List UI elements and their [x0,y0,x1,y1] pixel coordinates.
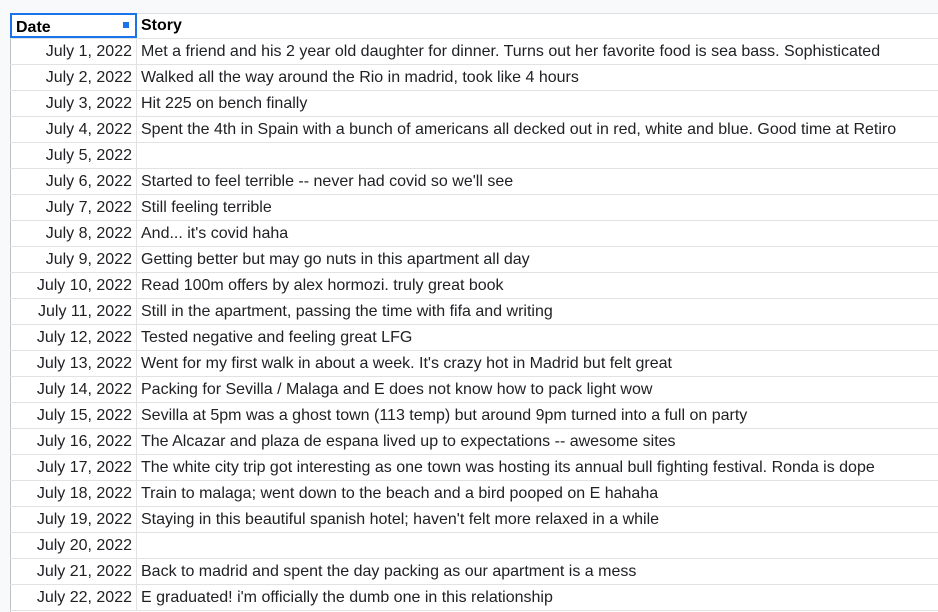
date-cell[interactable]: July 6, 2022 [10,169,137,194]
story-cell[interactable]: Started to feel terrible -- never had covid so we'll see [141,173,514,190]
date-cell[interactable]: July 7, 2022 [10,195,137,220]
date-cell[interactable]: July 22, 2022 [10,585,137,610]
story-cell[interactable]: Getting better but may go nuts in this apartment all day [141,251,530,268]
table-row [10,481,938,507]
story-cell[interactable]: Train to malaga; went down to the beach and a bird pooped on E hahaha [141,485,659,502]
story-cell[interactable] [137,533,938,558]
table-row [10,299,938,325]
story-cell[interactable]: Staying in this beautiful spanish hotel; haven't felt more relaxed in a while [141,511,660,528]
table-row [10,221,938,247]
table-row [10,403,938,429]
story-cell[interactable]: Walked all the way around the Rio in madrid, took like 4 hours [141,69,579,86]
story-cell[interactable]: Hit 225 on bench finally [141,95,308,112]
date-cell[interactable]: July 9, 2022 [10,247,137,272]
story-cell[interactable]: Sevilla at 5pm was a ghost town (113 temp) but around 9pm turned into a full on party [141,407,748,424]
story-cell[interactable]: The Alcazar and plaza de espana lived up to expectations -- awesome sites [141,433,676,450]
table-row [10,585,938,611]
story-cell[interactable]: Still feeling terrible [141,199,272,216]
date-cell[interactable]: July 16, 2022 [10,429,137,454]
table-row [10,507,938,533]
date-cell[interactable]: July 15, 2022 [10,403,137,428]
story-cell[interactable] [137,143,938,168]
date-cell[interactable]: July 13, 2022 [10,351,137,376]
date-cell[interactable]: July 19, 2022 [10,507,137,532]
spreadsheet-grid [10,13,938,611]
column-header-strip [0,0,938,14]
header-cell-story[interactable]: Story [141,17,182,34]
table-row [10,429,938,455]
header-cell-date[interactable]: Date [10,13,137,38]
table-row [10,117,938,143]
date-cell[interactable]: July 21, 2022 [10,559,137,584]
date-cell[interactable]: July 14, 2022 [10,377,137,402]
header-row [10,13,938,39]
date-cell[interactable]: July 12, 2022 [10,325,137,350]
table-row [10,533,938,559]
table-row [10,559,938,585]
date-cell[interactable]: July 17, 2022 [10,455,137,480]
table-row [10,377,938,403]
story-cell[interactable]: Went for my first walk in about a week. It's crazy hot in Madrid but felt great [141,355,672,372]
story-cell[interactable]: Tested negative and feeling great LFG [141,329,413,346]
table-row [10,247,938,273]
story-cell[interactable]: Met a friend and his 2 year old daughter for dinner. Turns out her favorite food is sea bass. Sophisticated [141,43,881,60]
date-cell[interactable]: July 18, 2022 [10,481,137,506]
date-cell[interactable]: July 3, 2022 [10,91,137,116]
story-cell[interactable]: Read 100m offers by alex hormozi. truly great book [141,277,504,294]
story-cell[interactable]: Still in the apartment, passing the time with fifa and writing [141,303,553,320]
table-row [10,455,938,481]
story-cell[interactable]: Spent the 4th in Spain with a bunch of americans all decked out in red, white and blue. Good time at Retiro [141,121,897,138]
table-row [10,143,938,169]
table-row [10,273,938,299]
table-row [10,169,938,195]
story-cell[interactable]: Packing for Sevilla / Malaga and E does not know how to pack light wow [141,381,653,398]
selection-fill-handle[interactable] [122,21,130,29]
date-cell[interactable]: July 10, 2022 [10,273,137,298]
date-cell[interactable]: July 1, 2022 [10,39,137,64]
table-row [10,65,938,91]
table-row [10,195,938,221]
table-row [10,39,938,65]
date-cell[interactable]: July 8, 2022 [10,221,137,246]
table-row [10,351,938,377]
story-cell[interactable]: Back to madrid and spent the day packing as our apartment is a mess [141,563,637,580]
date-cell[interactable]: July 5, 2022 [10,143,137,168]
date-cell[interactable]: July 2, 2022 [10,65,137,90]
story-cell[interactable]: The white city trip got interesting as one town was hosting its annual bull fighting festival. Ronda is dope [141,459,875,476]
date-cell[interactable]: July 20, 2022 [10,533,137,558]
story-cell[interactable]: E graduated! i'm officially the dumb one in this relationship [141,589,553,606]
date-cell[interactable]: July 11, 2022 [10,299,137,324]
story-cell[interactable]: And... it's covid haha [141,225,289,242]
date-cell[interactable]: July 4, 2022 [10,117,137,142]
table-row [10,91,938,117]
table-row [10,325,938,351]
